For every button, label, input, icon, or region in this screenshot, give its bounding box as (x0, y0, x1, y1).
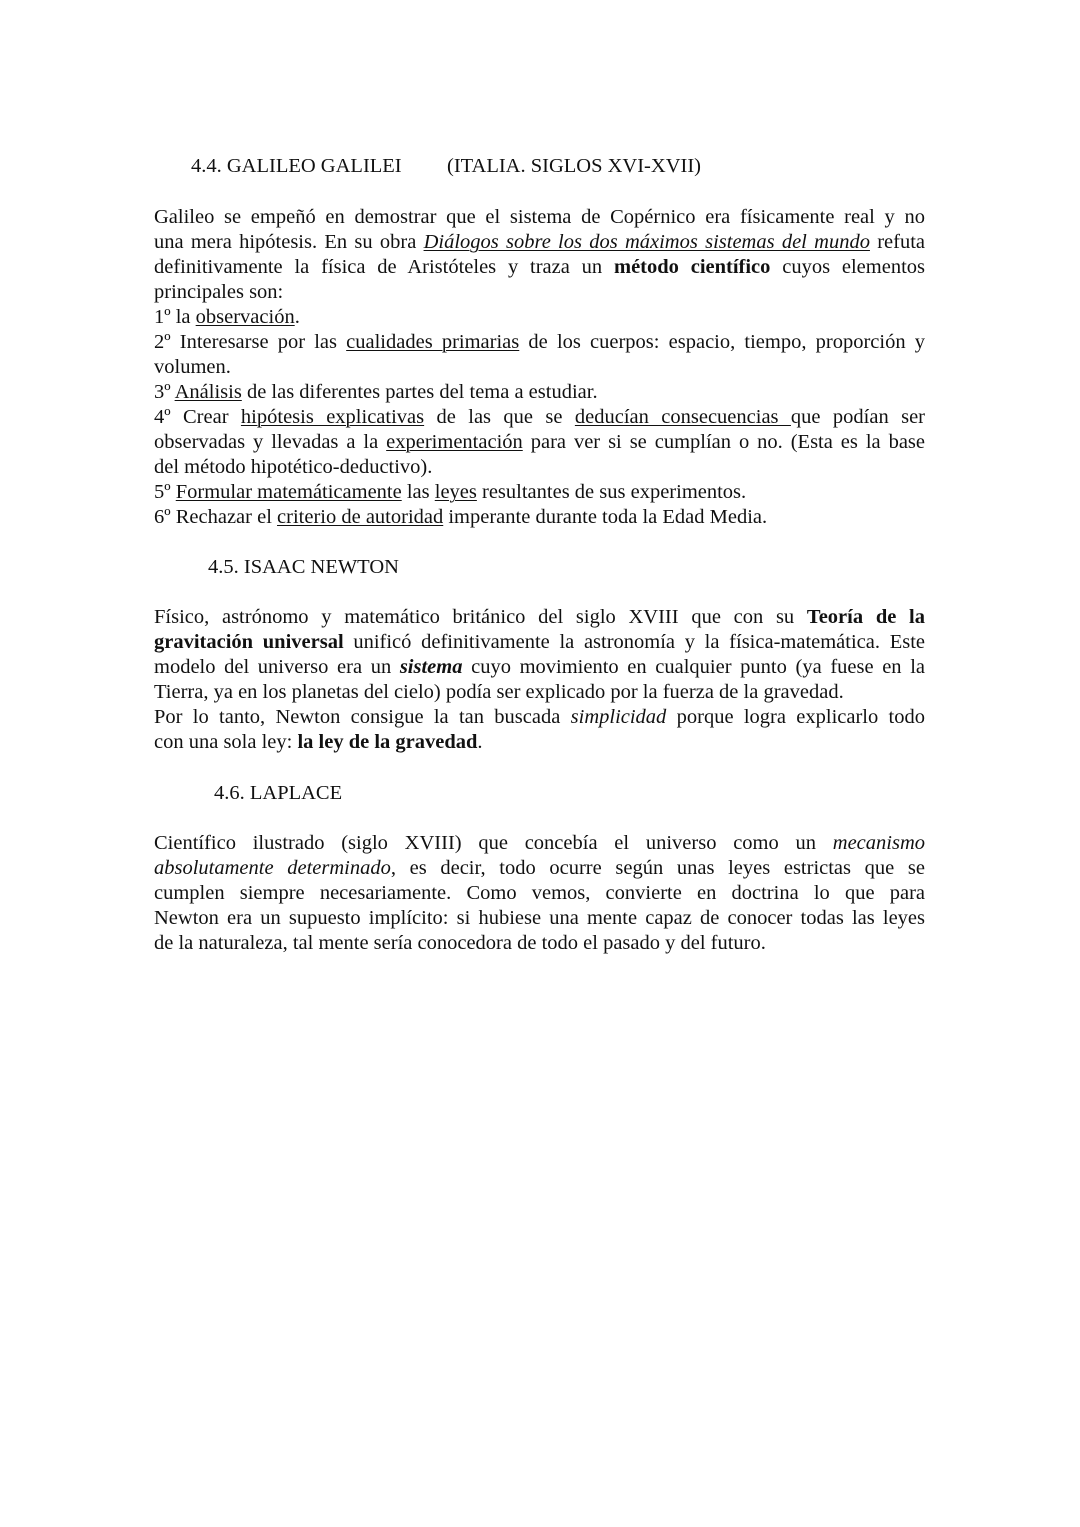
list-item-4 (154, 405, 925, 430)
underlined-term: cualidades primarias (346, 331, 520, 353)
paragraph-laplace (154, 831, 925, 956)
emphasis-theory: gravitación universal (154, 631, 344, 653)
text-span: de las diferentes partes del tema a estudiar. (241, 381, 598, 403)
paragraph-newton (154, 605, 925, 755)
text-span: principales son: (154, 281, 284, 303)
underlined-term: observación (195, 306, 295, 328)
list-item-2 (154, 330, 925, 355)
text-span: 4º Crear (154, 406, 241, 428)
paragraph-galileo (154, 205, 925, 530)
list-item-6 (154, 505, 925, 530)
section-heading-newton (208, 555, 399, 580)
heading-galileo-period: (ITALIA. SIGLOS XVI-XVII) (447, 155, 701, 177)
text-span: que podían ser (790, 406, 926, 428)
text-line (154, 430, 925, 455)
text-span: modelo del universo era un (154, 656, 400, 678)
text-line (154, 931, 925, 956)
list-item-5 (154, 480, 925, 505)
section-heading-laplace (214, 781, 342, 806)
underlined-term: Formular matemáticamente (175, 481, 402, 503)
text-span: 6º Rechazar el (154, 506, 278, 528)
text-line (154, 455, 925, 480)
emphasis-method: método científico (614, 256, 771, 278)
heading-newton: 4.5. ISAAC NEWTON (208, 556, 399, 578)
text-span: 3º (154, 381, 175, 403)
text-line (154, 205, 925, 230)
text-line (154, 730, 925, 755)
text-span: observadas y llevadas a la (154, 431, 387, 453)
emphasis-sistema: sistema (399, 656, 463, 678)
text-line (154, 680, 925, 705)
text-span: 5º (154, 481, 176, 503)
text-span: . (294, 306, 300, 328)
list-item-3 (154, 380, 925, 405)
text-span: unificó definitivamente la astronomía y la física-matemática. Este (343, 631, 925, 653)
text-line (154, 605, 925, 630)
text-line (154, 705, 925, 730)
text-line (154, 255, 925, 280)
underlined-term: hipótesis explicativas (240, 406, 425, 428)
emphasis-simplicidad: simplicidad (570, 706, 667, 728)
text-line (154, 655, 925, 680)
text-span: porque logra explicarlo todo (666, 706, 925, 728)
text-span: volumen. (154, 356, 231, 378)
emphasis-determinado: absolutamente determinado (154, 857, 391, 879)
underlined-term: Análisis (174, 381, 242, 403)
book-title: Diálogos sobre los dos máximos sistemas del mundo (423, 231, 870, 253)
text-line (154, 831, 925, 856)
text-span: Por lo tanto, Newton consigue la tan buscada (154, 706, 571, 728)
text-line (154, 856, 925, 881)
text-span: 2º Interesarse por las (154, 331, 347, 353)
text-line (154, 630, 925, 655)
text-span: refuta (869, 231, 926, 253)
text-span: cumplen siempre necesariamente. Como vemos, convierte en doctrina lo que para (154, 882, 925, 904)
underlined-term: deducían consecuencias (574, 406, 791, 428)
text-span: . (477, 731, 483, 753)
text-span: 1º la (154, 306, 196, 328)
text-line (154, 230, 925, 255)
list-item-1 (154, 305, 925, 330)
text-span: de la naturaleza, tal mente sería conocedora de todo el pasado y del futuro. (154, 932, 766, 954)
emphasis-mecanismo: mecanismo (832, 832, 925, 854)
emphasis-theory: Teoría de la (806, 606, 925, 628)
text-span: imperante durante toda la Edad Media. (443, 506, 768, 528)
text-span: Galileo se empeñó en demostrar que el sistema de Copérnico era físicamente real y no (154, 206, 925, 228)
text-span: , es decir, todo ocurre según unas leyes estrictas que se (390, 857, 925, 879)
heading-laplace: 4.6. LAPLACE (214, 782, 343, 804)
text-line (154, 355, 925, 380)
emphasis-law: la ley de la gravedad (297, 731, 478, 753)
underlined-term: criterio de autoridad (277, 506, 444, 528)
underlined-term: experimentación (386, 431, 523, 453)
section-subheading-galileo (447, 154, 701, 179)
section-heading-galileo (191, 154, 402, 179)
text-span: Científico ilustrado (siglo XVIII) que concebía el universo como un (154, 832, 833, 854)
text-span: las (401, 481, 435, 503)
text-span: cuyo movimiento en cualquier punto (ya fuese en la (462, 656, 925, 678)
text-line (154, 280, 925, 305)
text-span: resultantes de sus experimentos. (476, 481, 747, 503)
text-span: Tierra, ya en los planetas del cielo) podía ser explicado por la fuerza de la gravedad. (154, 681, 844, 703)
text-span: cuyos elementos (770, 256, 925, 278)
text-span: de las que se (424, 406, 575, 428)
text-span: definitivamente la física de Aristóteles y traza un (154, 256, 614, 278)
text-span: con una sola ley: (154, 731, 298, 753)
text-span: Físico, astrónomo y matemático británico del siglo XVIII que con su (154, 606, 807, 628)
text-span: para ver si se cumplían o no. (Esta es la base (522, 431, 926, 453)
text-line (154, 906, 925, 931)
underlined-term: leyes (434, 481, 477, 503)
text-span: del método hipotético-deductivo). (154, 456, 433, 478)
heading-galileo-number: 4.4. GALILEO GALILEI (191, 155, 402, 177)
text-span: de los cuerpos: espacio, tiempo, proporción y (519, 331, 926, 353)
text-line (154, 881, 925, 906)
text-span: una mera hipótesis. En su obra (154, 231, 424, 253)
text-span: Newton era un supuesto implícito: si hubiese una mente capaz de conocer todas las leyes (154, 907, 925, 929)
